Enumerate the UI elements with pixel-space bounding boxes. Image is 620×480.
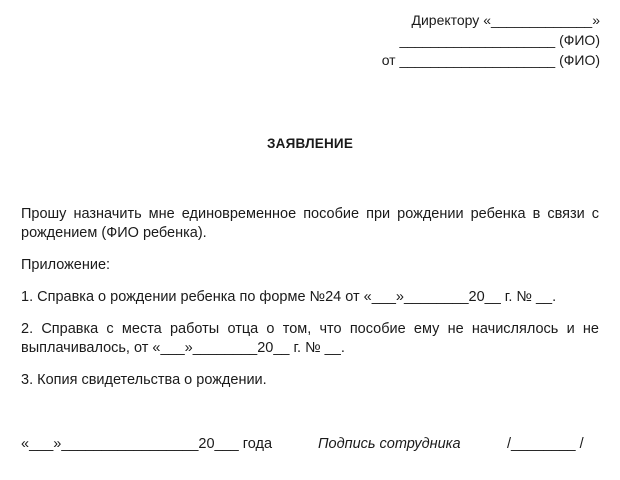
attachments-heading: Приложение: xyxy=(21,257,111,273)
signature-label: Подпись сотрудника xyxy=(318,436,461,452)
addressee-director-line: Директору «_____________» xyxy=(411,12,600,28)
document-title: ЗАЯВЛЕНИЕ xyxy=(266,136,354,151)
attachment-item-3: 3. Копия свидетельства о рождении. xyxy=(21,372,267,388)
attachment-item-1: 1. Справка о рождении ребенка по форме №24 от «___»________20__ г. № __. xyxy=(21,289,557,305)
addressee-block xyxy=(350,10,600,70)
signature-row xyxy=(21,436,601,456)
signature-line: /________ / xyxy=(507,436,584,452)
date-field: «___»_________________20___ года xyxy=(21,436,273,452)
attachment-item-2: 2. Справка с места работы отца о том, что пособие ему не начислялось и не выплачивалось, от «___»________20__ г. № __. xyxy=(21,321,599,356)
request-paragraph: Прошу назначить мне единовременное пособие при рождении ребенка в связи с рождением (ФИО ребенка). xyxy=(21,206,599,241)
addressee-name-line: ____________________ (ФИО) xyxy=(399,32,600,48)
sender-name-line: от ____________________ (ФИО) xyxy=(381,52,600,68)
